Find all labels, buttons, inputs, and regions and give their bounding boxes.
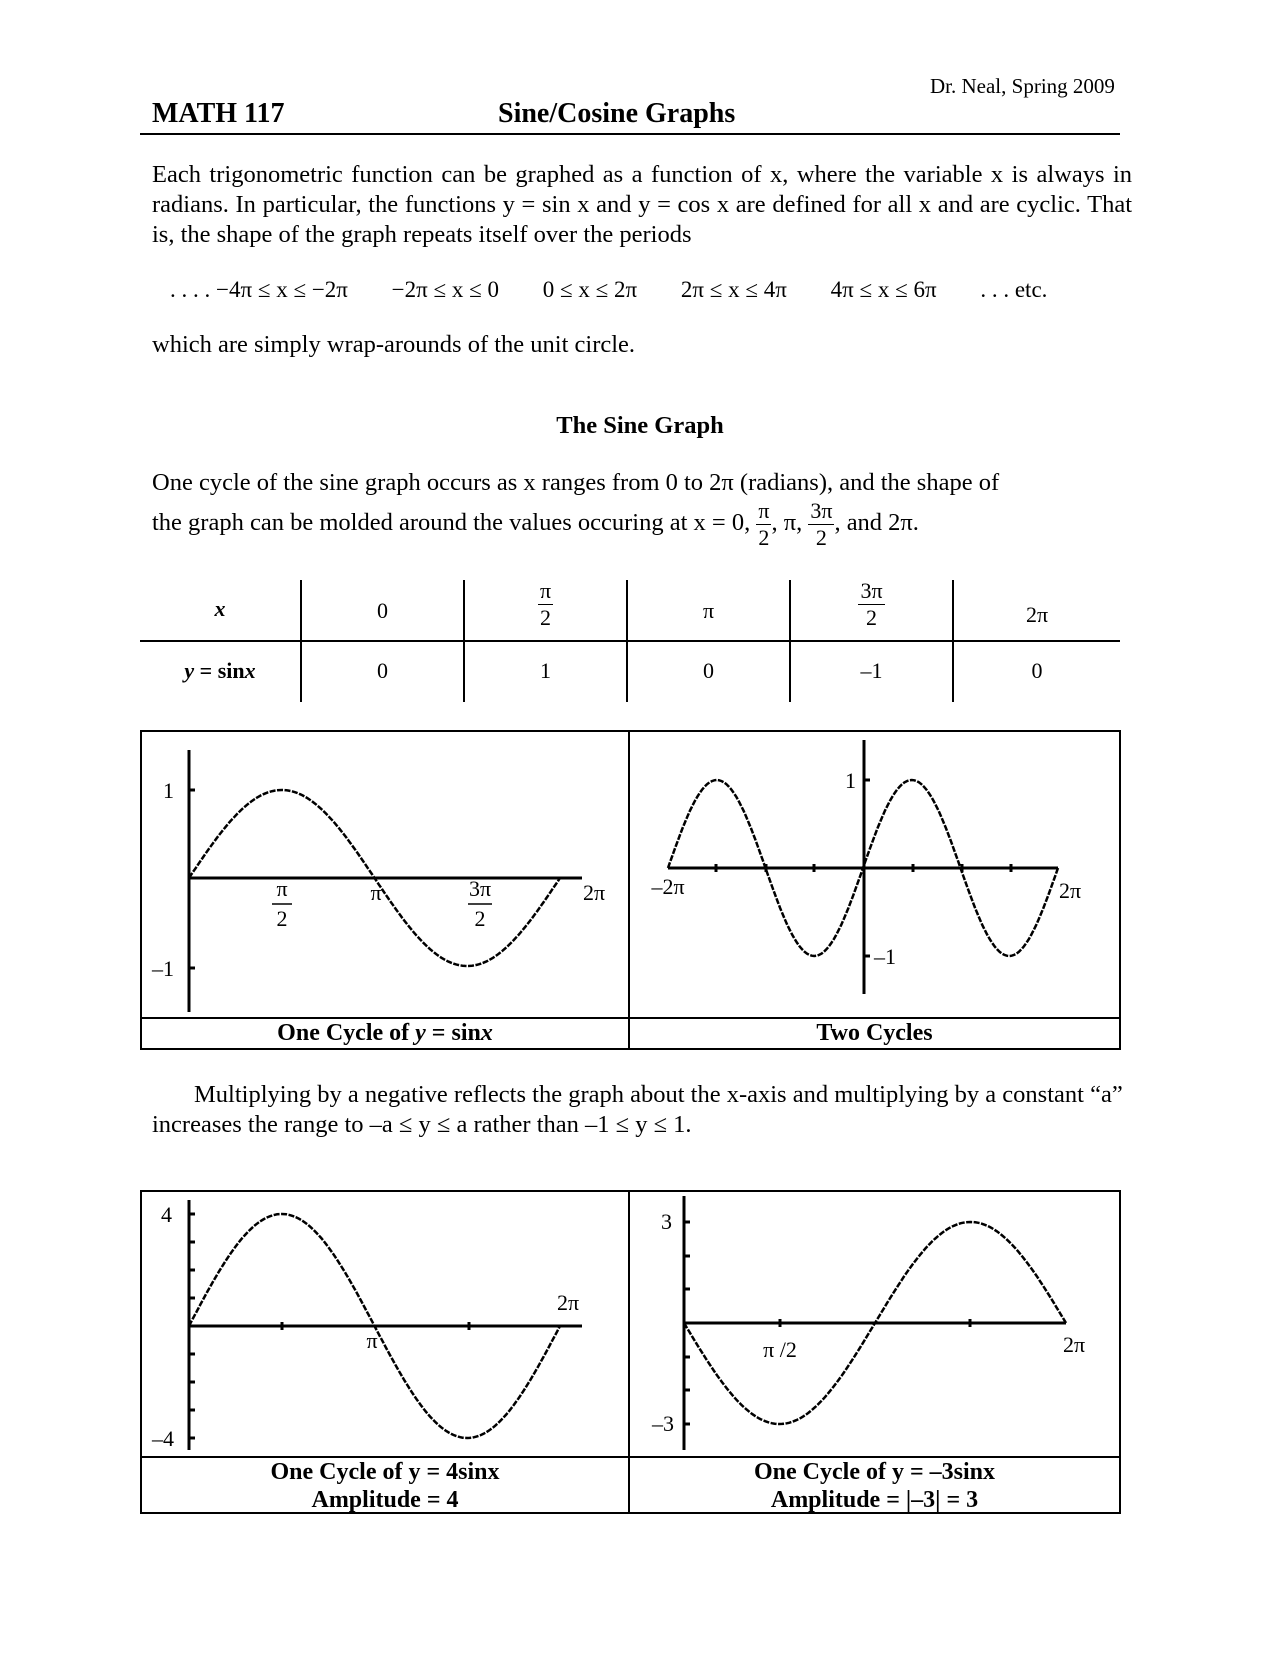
graph3-caption: [142, 1458, 628, 1514]
tick-label-3pi-half-num: 3π: [468, 876, 492, 901]
y-max-label: 4: [161, 1202, 172, 1227]
graph2-caption: Two Cycles: [816, 1020, 933, 1046]
page-title: Sine/Cosine Graphs: [498, 98, 736, 129]
table-cell: 0: [377, 658, 388, 683]
table-cell: [791, 580, 952, 629]
tick-label-pi: π: [370, 880, 382, 905]
period-item: 2π ≤ x ≤ 4π: [680, 277, 787, 302]
text-span: , π,: [771, 509, 809, 537]
frac-den: 2: [808, 524, 834, 549]
graph4-caption-line1: One Cycle of y = –3sinx: [754, 1459, 995, 1485]
frac-num: π: [539, 578, 552, 603]
graph4-caption: [630, 1458, 1119, 1514]
fraction-pi-over-2: [756, 500, 771, 549]
author-line: Dr. Neal, Spring 2009: [930, 74, 1115, 98]
tick-label-2pi: 2π: [556, 1290, 580, 1315]
section-heading: The Sine Graph: [556, 412, 724, 439]
y-max-label: 3: [661, 1209, 672, 1234]
graph2-sine-two-cycles: [630, 732, 1119, 1017]
tick-label-pi-half-den: 2: [276, 906, 288, 931]
graph3-4sin: [142, 1192, 628, 1456]
table-cell: 1: [540, 658, 551, 683]
text-span: , and 2π.: [834, 509, 919, 537]
title-rule: [140, 133, 1120, 135]
period-item: −2π ≤ x ≤ 0: [391, 277, 500, 302]
periods-list: [170, 277, 1085, 303]
graph1-sine-one-cycle: [142, 732, 628, 1017]
tick-label-3pi-half-den: 2: [474, 906, 486, 931]
fraction-3pi-over-2: [808, 500, 834, 549]
text-span: the graph can be molded around the values occuring at x = 0,: [152, 509, 757, 537]
period-item: . . . etc.: [980, 277, 1048, 302]
table-divider: [140, 640, 1120, 642]
graph3-caption-line2: Amplitude = 4: [311, 1487, 459, 1513]
caption-prefix: One Cycle of: [277, 1020, 416, 1046]
row-label-y: y = sinx: [184, 658, 256, 683]
graph3-caption-line1: One Cycle of y = 4sinx: [270, 1459, 500, 1485]
table-cell: 0: [703, 658, 714, 683]
period-item: . . . . −4π ≤ x ≤ −2π: [170, 277, 348, 302]
sine-values-table: [140, 580, 1120, 710]
y-min-label: –3: [652, 1411, 674, 1436]
amplitude-paragraph: Multiplying by a negative reflects the graph about the x-axis and multiplying by a constant “a” increases the range to –a ≤ y ≤ a rather than –1 ≤ y ≤ 1.: [152, 1081, 1123, 1138]
graph1-caption: One Cycle of y = sinx: [277, 1020, 493, 1046]
graph4-neg3sin: [630, 1192, 1119, 1456]
tick-label-2pi: 2π: [1062, 1332, 1086, 1357]
table-cell: 0: [377, 598, 388, 623]
y-max-label: 1: [163, 778, 174, 803]
frac-den: 2: [858, 604, 884, 629]
tick-label-pi-half: π /2: [763, 1337, 797, 1362]
wraparound-sentence: which are simply wrap-arounds of the unit circle.: [152, 331, 636, 358]
sine-paragraph-line1: One cycle of the sine graph occurs as x ranges from 0 to 2π (radians), and the shape of: [152, 469, 1000, 496]
intro-paragraph: Each trigonometric function can be graphed as a function of x, where the variable x is always in radians. In particular, the functions y = sin x and y = cos x are defined for all x and are cyclic. That is, the shape of the graph repeats itself over the periods: [152, 161, 1132, 248]
frac-num: 3π: [860, 578, 883, 603]
course-name: MATH 117: [152, 98, 285, 129]
frac-den: 2: [538, 604, 553, 629]
frac-den: 2: [756, 524, 771, 549]
tick-label-pi-half-num: π: [276, 876, 288, 901]
frac-num: π: [758, 498, 770, 523]
tick-label-pi: π: [366, 1328, 378, 1353]
table-cell: [465, 580, 626, 629]
y-min-label: –4: [152, 1426, 174, 1451]
y-min-label: –1: [152, 956, 174, 981]
tick-label-2pi: 2π: [582, 880, 606, 905]
row-label-x: x: [214, 596, 226, 621]
sine-paragraph-line2: [152, 500, 1132, 549]
table-cell: 0: [1031, 658, 1043, 683]
period-item: 4π ≤ x ≤ 6π: [830, 277, 937, 302]
y-max-label: 1: [845, 768, 856, 793]
y-min-label: –1: [874, 944, 896, 969]
table-cell: π: [702, 598, 715, 623]
frac-num: 3π: [810, 498, 833, 523]
x-min-label: –2π: [651, 874, 685, 899]
table-cell: 2π: [1025, 602, 1049, 627]
period-item: 0 ≤ x ≤ 2π: [542, 277, 638, 302]
x-max-label: 2π: [1058, 878, 1082, 903]
table-cell: –1: [860, 658, 883, 683]
graph4-caption-line2: Amplitude = |–3| = 3: [770, 1487, 979, 1513]
